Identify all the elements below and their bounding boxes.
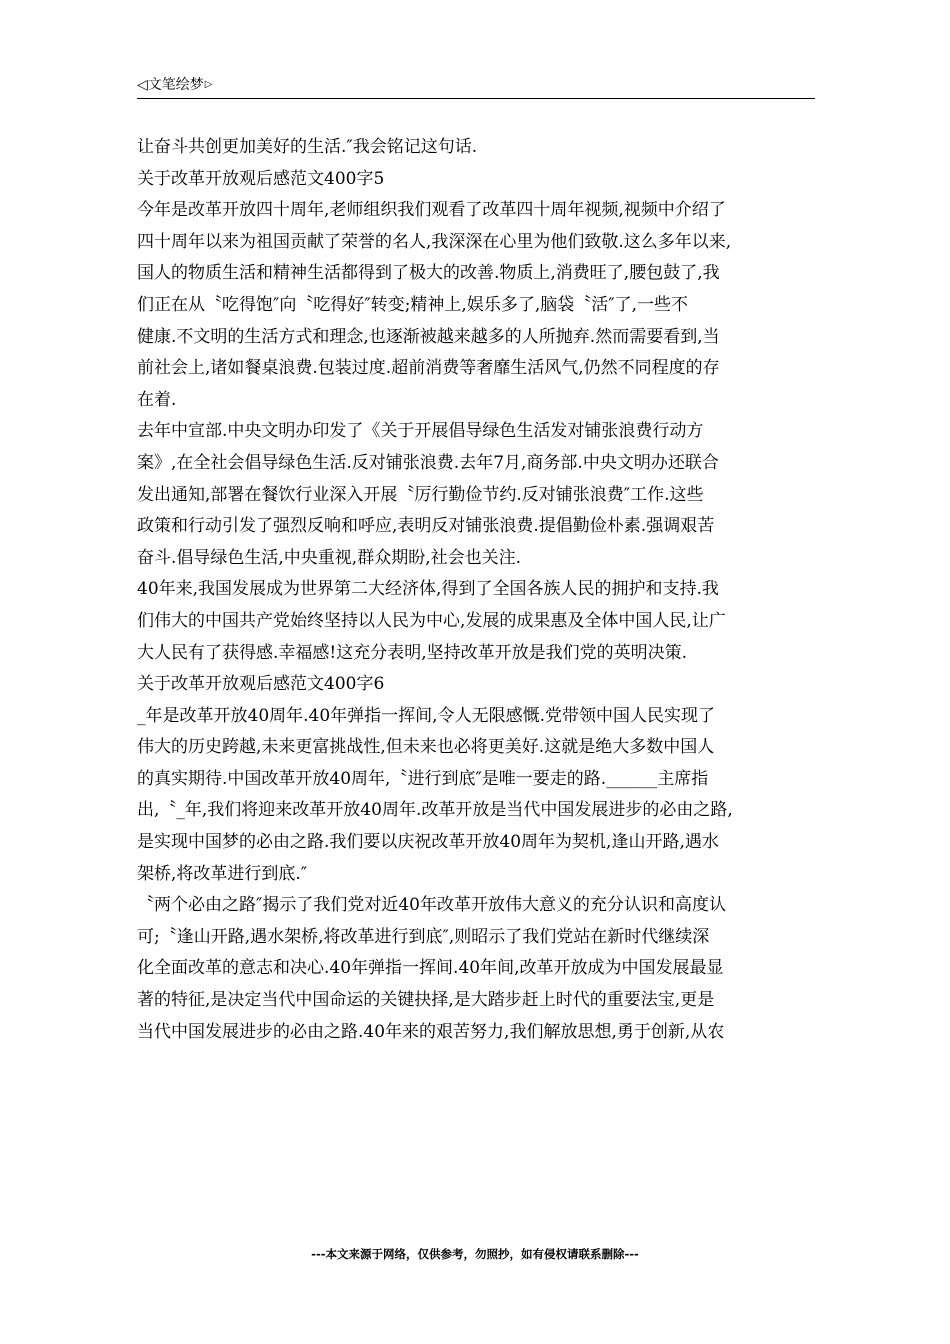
text-line: 著的特征,是决定当代中国命运的关键抉择,是大踏步赶上时代的重要法宝,更是 bbox=[137, 990, 715, 1011]
text-line: _年是改革开放40周年.40年弹指一挥间,令人无限感慨.党带领中国人民实现了 bbox=[137, 705, 715, 726]
text-line: 的真实期待.中国改革开放40周年,〝进行到底″是唯一要走的路.______主席指 bbox=[137, 768, 709, 789]
text-line: 伟大的历史跨越,未来更富挑战性,但未来也必将更美好.这就是绝大多数中国人 bbox=[137, 737, 715, 758]
right-triangle-outline-icon: ▷ bbox=[204, 79, 213, 90]
left-triangle-outline-icon: ◁ bbox=[137, 77, 148, 93]
text-line: 政策和行动引发了强烈反响和呼应,表明反对铺张浪费.提倡勤俭朴素.强调艰苦 bbox=[137, 516, 715, 537]
text-line: 是实现中国梦的必由之路.我们要以庆祝改革开放40周年为契机,逢山开路,遇水 bbox=[137, 832, 719, 853]
text-line: 大人民有了获得感.幸福感!这充分表明,坚持改革开放是我们党的英明决策. bbox=[137, 642, 688, 663]
text-line: 架桥,将改革进行到底.″ bbox=[137, 863, 308, 884]
section-title: 关于改革开放观后感范文400字5 bbox=[137, 168, 385, 189]
text-line: 奋斗.倡导绿色生活,中央重视,群众期盼,社会也关注. bbox=[137, 547, 522, 568]
brand-logo bbox=[137, 76, 212, 94]
text-line: 们正在从〝吃得饱″向〝吃得好″转变;精神上,娱乐多了,脑袋〝活″了,一些不 bbox=[137, 294, 688, 315]
text-line: 健康.不文明的生活方式和理念,也逐渐被越来越多的人所抛弃.然而需要看到,当 bbox=[137, 326, 720, 347]
section-title: 关于改革开放观后感范文400字6 bbox=[137, 674, 385, 695]
text-line: 前社会上,诸如餐桌浪费.包装过度.超前消费等奢靡生活风气,仍然不同程度的存 bbox=[137, 358, 720, 379]
text-line: 去年中宣部.中央文明办印发了《关于开展倡导绿色生活发对铺张浪费行动方 bbox=[137, 421, 704, 442]
footer-disclaimer: ---本文来源于网络，仅供参考，勿照抄，如有侵权请联系删除--- bbox=[311, 1247, 639, 1261]
text-line: 案》,在全社会倡导绿色生活.反对铺张浪费.去年7月,商务部.中央文明办还联合 bbox=[137, 452, 719, 473]
page-header bbox=[137, 74, 815, 99]
document-body bbox=[137, 132, 827, 1048]
text-line: 可;〝逢山开路,遇水架桥,将改革进行到底″,则昭示了我们党站在新时代继续深 bbox=[137, 926, 710, 947]
brand-name: 文笔绘梦 bbox=[147, 77, 204, 93]
text-line: 在着. bbox=[137, 389, 177, 410]
text-line: 们伟大的中国共产党始终坚持以人民为中心,发展的成果惠及全体中国人民,让广 bbox=[137, 610, 726, 631]
text-line: 出,〝_年,我们将迎来改革开放40周年.改革开放是当代中国发展进步的必由之路, bbox=[137, 800, 733, 821]
text-line: 当代中国发展进步的必由之路.40年来的艰苦努力,我们解放思想,勇于创新,从农 bbox=[137, 1021, 725, 1042]
text-line: 国人的物质生活和精神生活都得到了极大的改善.物质上,消费旺了,腰包鼓了,我 bbox=[137, 263, 720, 284]
text-line: 发出通知,部署在餐饮行业深入开展〝厉行勤俭节约.反对铺张浪费″工作.这些 bbox=[137, 484, 704, 505]
text-line: 今年是改革开放四十周年,老师组织我们观看了改革四十周年视频,视频中介绍了 bbox=[137, 200, 726, 221]
text-line: 〝两个必由之路″揭示了我们党对近40年改革开放伟大意义的充分认识和高度认 bbox=[137, 895, 726, 916]
text-line: 化全面改革的意志和决心.40年弹指一挥间.40年间,改革开放成为中国发展最显 bbox=[137, 958, 724, 979]
text-line: 四十周年以来为祖国贡献了荣誉的名人,我深深在心里为他们致敬.这么多年以来, bbox=[137, 231, 732, 252]
text-line: 让奋斗共创更加美好的生活.″我会铭记这句话. bbox=[137, 137, 478, 157]
text-line: 40年来,我国发展成为世界第二大经济体,得到了全国各族人民的拥护和支持.我 bbox=[137, 579, 719, 600]
